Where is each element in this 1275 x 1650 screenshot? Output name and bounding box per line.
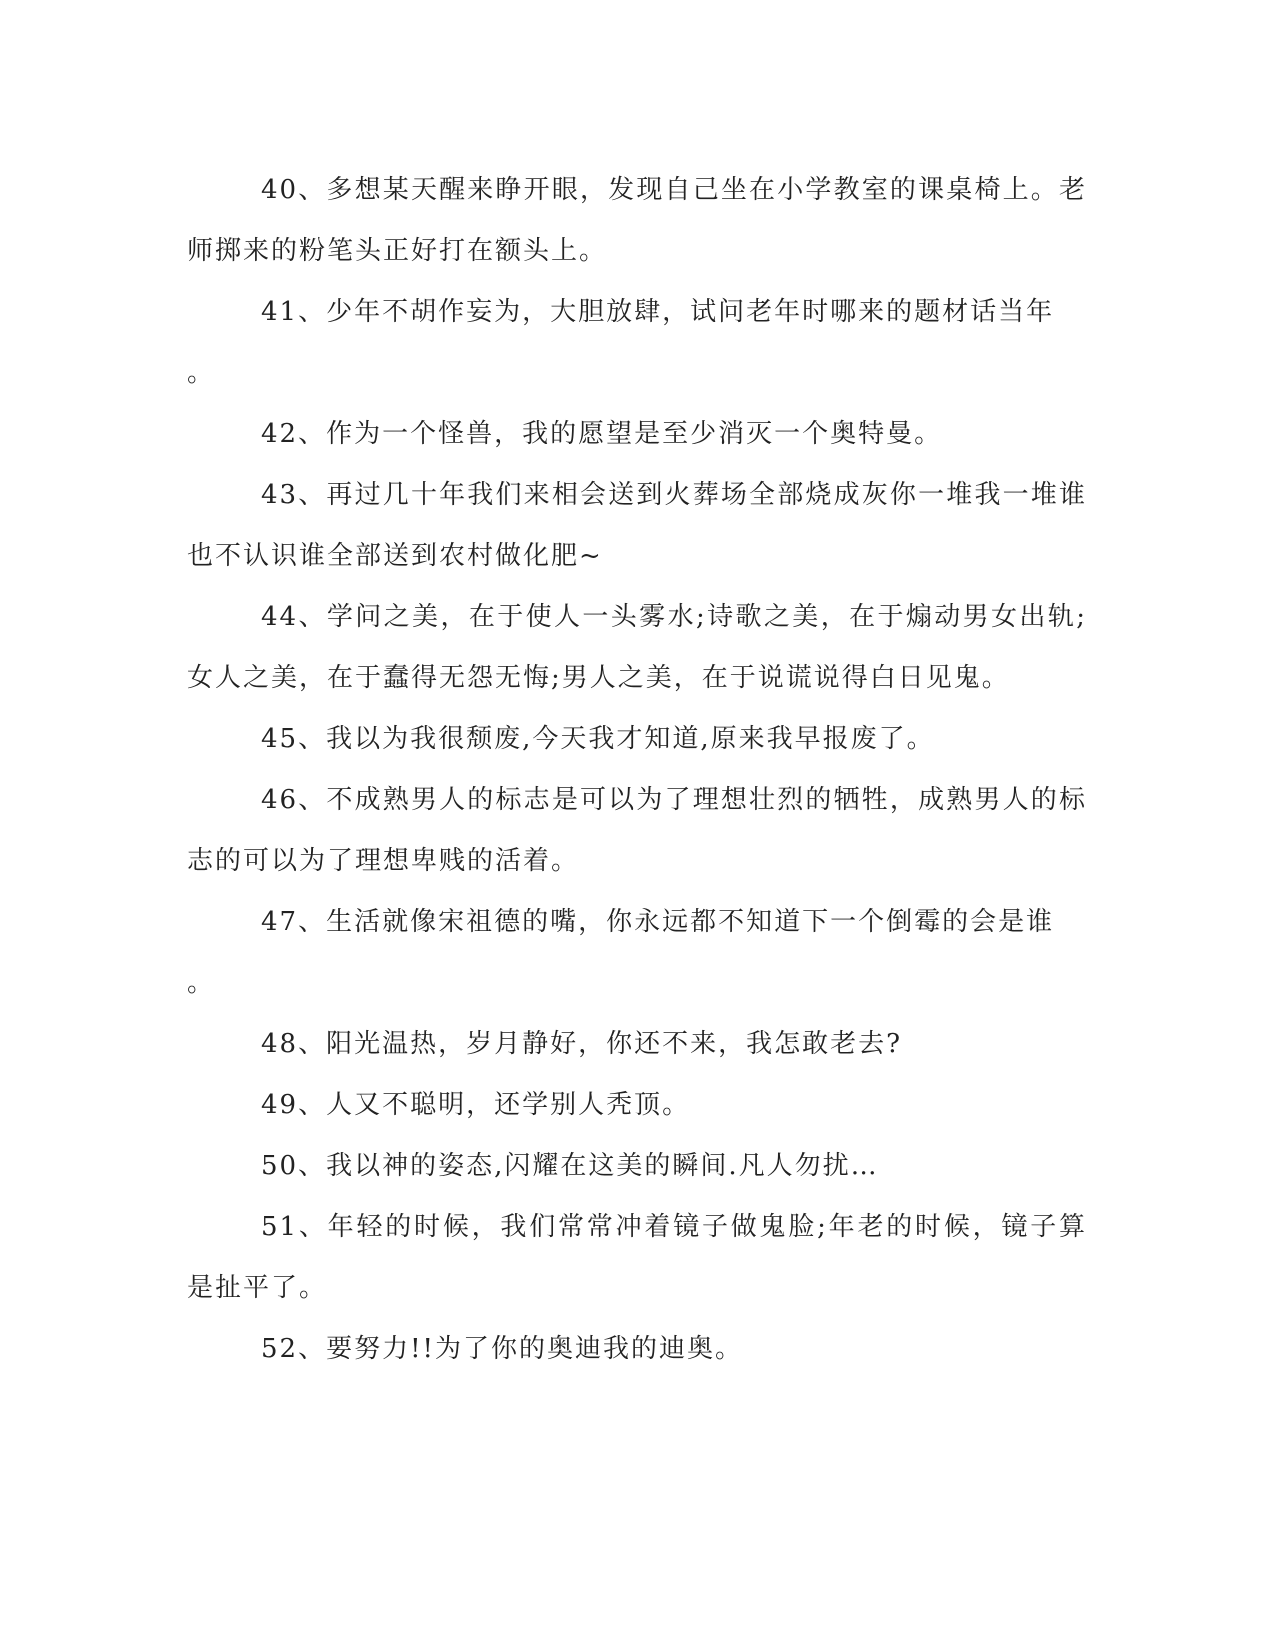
paragraph-48: [187, 1014, 1087, 1075]
paragraph-42: [187, 404, 1087, 465]
paragraph-text: 51、年轻的时候，我们常常冲着镜子做鬼脸;年老的时候，镜子算: [261, 1212, 1087, 1242]
paragraph-text: 50、我以神的姿态,闪耀在这美的瞬间.凡人勿扰…: [261, 1151, 879, 1181]
paragraph-text: 43、再过几十年我们来相会送到火葬场全部烧成灰你一堆我一堆: [261, 480, 1059, 510]
paragraph-text: 44、学问之美，在于使人一头雾水;诗歌之美，在于煽动男女出轨: [261, 602, 1077, 632]
paragraph-text: 41、少年不胡作妄为，大胆放肆，试问老年时哪来的题材话当年: [261, 297, 1055, 327]
paragraph-text: 52、要努力!!为了你的奥迪我的迪奥。: [261, 1334, 743, 1364]
paragraph-52: [187, 1319, 1087, 1380]
paragraph-text: 45、我以为我很颓废,今天我才知道,原来我早报废了。: [261, 724, 935, 754]
paragraph-text-continued: 标志的可以为了理想卑贱的活着。: [187, 785, 1087, 876]
paragraph-46: [187, 770, 1087, 892]
paragraph-text-continued: 。: [187, 358, 216, 388]
paragraph-text: 49、人又不聪明，还学别人秃顶。: [261, 1090, 691, 1120]
paragraph-41: [187, 282, 1087, 404]
paragraph-50: [187, 1136, 1087, 1197]
paragraph-text-continued: ;女人之美，在于蠢得无怨无悔;男人之美，在于说谎说得白日见鬼。: [187, 602, 1087, 693]
paragraph-text: 48、阳光温热，岁月静好，你还不来，我怎敢老去?: [261, 1029, 903, 1059]
paragraph-text-continued: 谁也不认识谁全部送到农村做化肥~: [187, 480, 1087, 571]
paragraph-text: 47、生活就像宋祖德的嘴，你永远都不知道下一个倒霉的会是谁: [261, 907, 1055, 937]
paragraph-44: [187, 587, 1087, 709]
paragraph-51: [187, 1197, 1087, 1319]
paragraph-47: [187, 892, 1087, 1014]
paragraph-text: 42、作为一个怪兽，我的愿望是至少消灭一个奥特曼。: [261, 419, 943, 449]
paragraph-40: [187, 160, 1087, 282]
paragraph-text-continued: 是扯平了。: [187, 1273, 328, 1303]
paragraph-43: [187, 465, 1087, 587]
paragraph-text: 40、多想某天醒来睁开眼，发现自己坐在小学教室的课桌椅上。: [261, 175, 1059, 205]
paragraph-49: [187, 1075, 1087, 1136]
paragraph-text-continued: 老师掷来的粉笔头正好打在额头上。: [187, 175, 1087, 266]
paragraph-45: [187, 709, 1087, 770]
paragraph-text-continued: 。: [187, 968, 216, 998]
paragraph-text: 46、不成熟男人的标志是可以为了理想壮烈的牺牲，成熟男人的: [261, 785, 1059, 815]
document-body: [187, 160, 1087, 1380]
